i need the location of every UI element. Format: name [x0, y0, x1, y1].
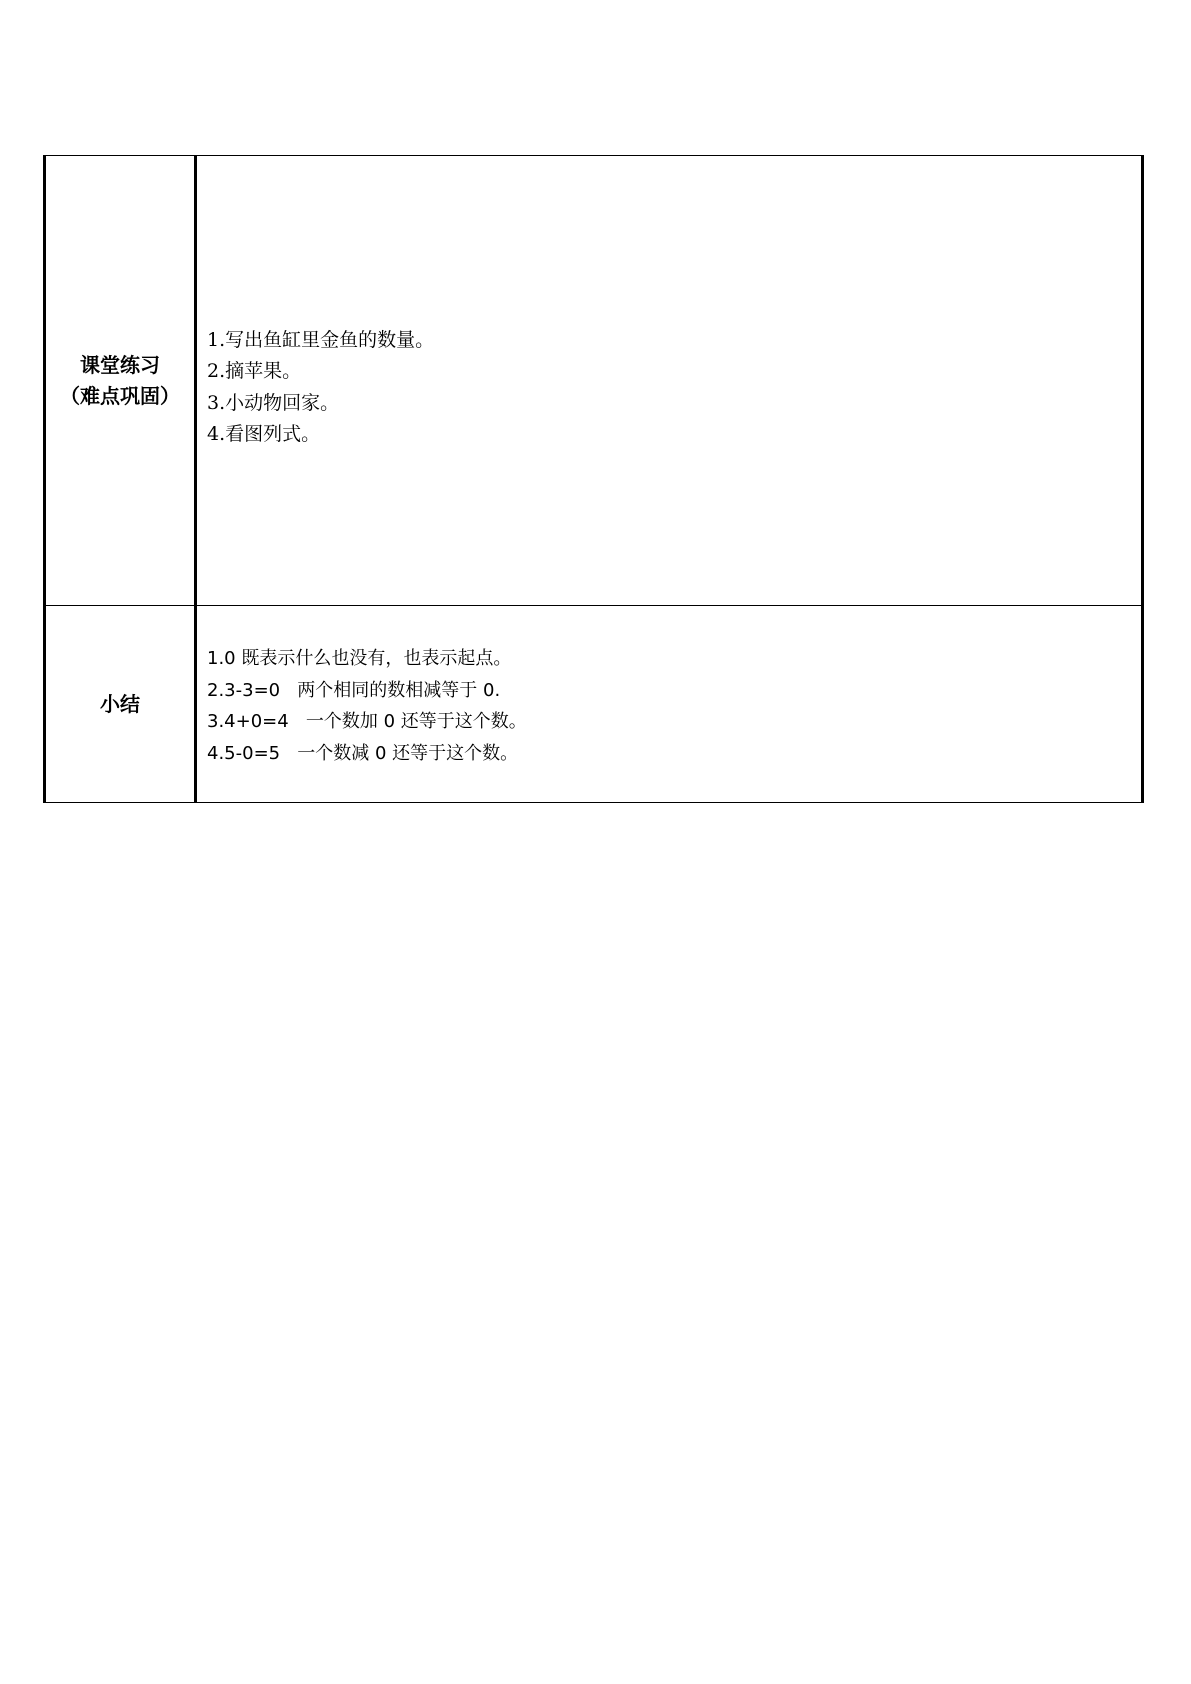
practice-item: 4.看图列式。	[207, 423, 321, 445]
summary-content-cell	[196, 606, 1143, 803]
practice-content-cell	[196, 156, 1143, 606]
practice-label-title: 课堂练习	[80, 352, 160, 377]
practice-row	[45, 156, 1143, 606]
practice-item-list	[207, 311, 1141, 451]
summary-item-list	[207, 639, 1141, 769]
summary-item: 1.0 既表示什么也没有，也表示起点。	[207, 648, 512, 669]
practice-item: 3.小动物回家。	[207, 391, 340, 414]
practice-label-subtitle: （难点巩固）	[60, 383, 180, 408]
lesson-plan-table	[43, 155, 1144, 803]
summary-label-cell	[45, 606, 196, 803]
summary-label: 小结	[100, 691, 140, 716]
practice-label-cell	[45, 156, 196, 606]
summary-row	[45, 606, 1143, 803]
summary-item: 2.3-3=0 两个相同的数相减等于 0.	[207, 679, 501, 701]
summary-item: 4.5-0=5 一个数减 0 还等于这个数。	[207, 742, 519, 764]
summary-item: 3.4+0=4 一个数加 0 还等于这个数。	[207, 711, 527, 732]
practice-item: 2.摘苹果。	[207, 360, 302, 382]
practice-item: 1.写出鱼缸里金鱼的数量。	[207, 328, 435, 351]
